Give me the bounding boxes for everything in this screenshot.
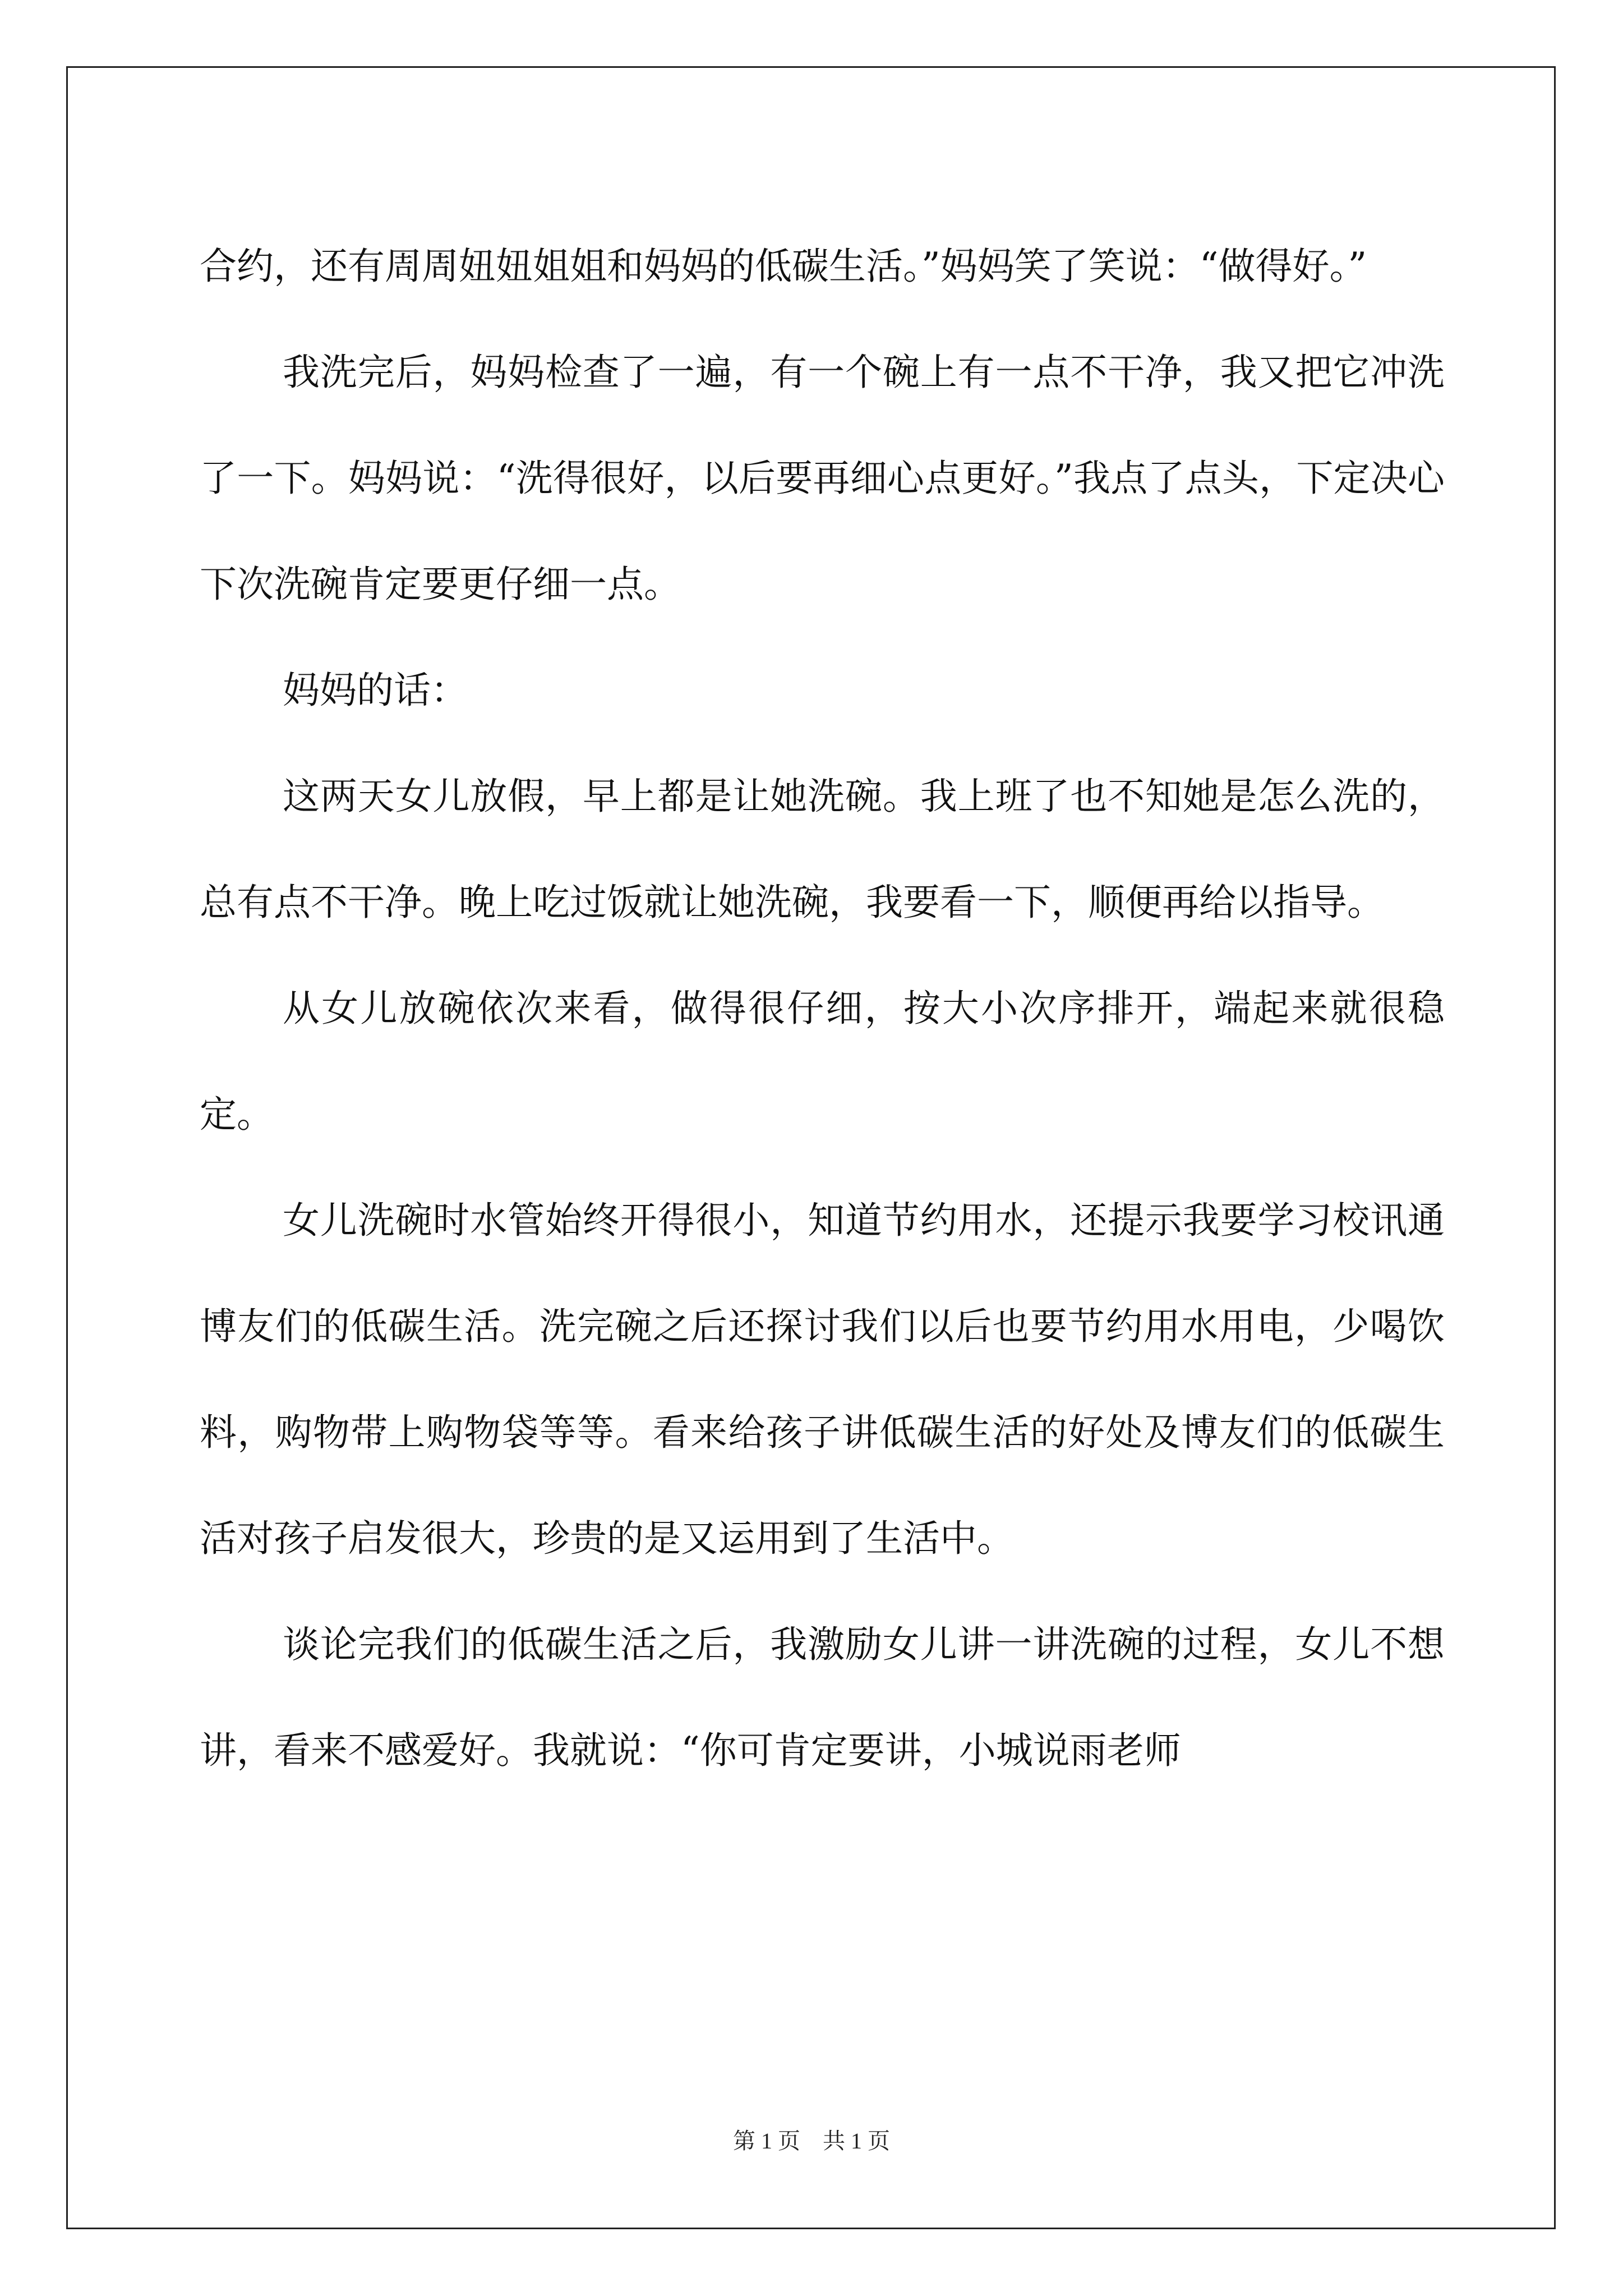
paragraph: 谈论完我们的低碳生活之后，我激励女儿讲一讲洗碗的过程，女儿不想讲，看来不感爱好。我就说：“你可肯定要讲，小城说雨老师 [200,1623,1445,1772]
paragraph: 这两天女儿放假，早上都是让她洗碗。我上班了也不知她是怎么洗的，总有点不干净。晚上吃过饭就让她洗碗，我要看一下，顺便再给以指导。 [200,775,1445,924]
document-body [200,213,1445,1803]
paragraph: 女儿洗碗时水管始终开得很小，知道节约用水，还提示我要学习校讯通博友们的低碳生活。洗完碗之后还探讨我们以后也要节约用水用电，少喝饮料，购物带上购物袋等等。看来给孩子讲低碳生活的好处及博友们的低碳生活对孩子启发很大，珍贵的是又运用到了生活中。 [200,1199,1445,1560]
paragraph: 合约，还有周周妞妞姐姐和妈妈的低碳生活。”妈妈笑了笑说：“做得好。” [200,245,1367,288]
paragraph: 妈妈的话： [283,669,468,712]
page-number: 第 1 页 共 1 页 [733,2128,890,2154]
paragraph: 从女儿放碗依次来看，做得很仔细，按大小次序排开，端起来就很稳定。 [200,987,1445,1136]
paragraph: 我洗完后，妈妈检查了一遍，有一个碗上有一点不干净，我又把它冲洗了一下。妈妈说：“洗得很好，以后要再细心点更好。”我点了点头，下定决心下次洗碗肯定要更仔细一点。 [200,351,1445,606]
